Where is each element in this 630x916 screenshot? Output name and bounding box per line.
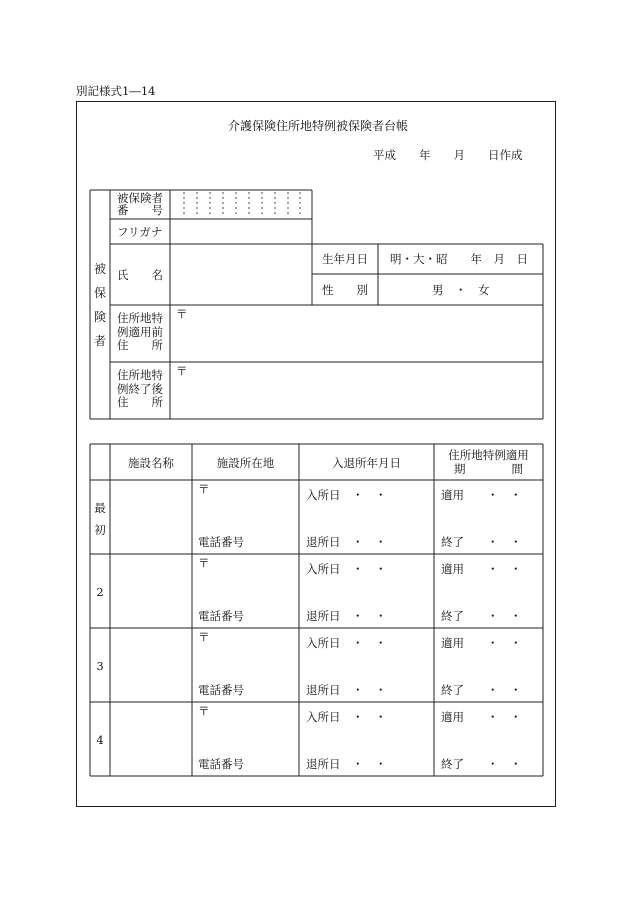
phone-label: 電話番号 bbox=[198, 757, 244, 771]
end-date[interactable]: 終了 ・ ・ bbox=[441, 683, 522, 697]
address-before-postal-mark: 〒 bbox=[176, 307, 188, 321]
leave-date[interactable]: 退所日 ・ ・ bbox=[306, 757, 387, 771]
postal-mark: 〒 bbox=[198, 630, 210, 644]
address-after-label bbox=[117, 369, 163, 410]
leave-date[interactable]: 退所日 ・ ・ bbox=[306, 535, 387, 549]
row-label: 4 bbox=[96, 733, 104, 747]
insured-number-label bbox=[117, 192, 163, 216]
end-date[interactable]: 終了 ・ ・ bbox=[441, 535, 522, 549]
postal-mark: 〒 bbox=[198, 482, 210, 496]
insured-side-char: 被 bbox=[93, 262, 106, 276]
address-after-label-line: 住所地特 bbox=[117, 368, 163, 382]
sex-field[interactable]: 男 ・ 女 bbox=[432, 283, 490, 297]
end-date[interactable]: 終了 ・ ・ bbox=[441, 757, 522, 771]
apply-date[interactable]: 適用 ・ ・ bbox=[441, 636, 522, 650]
insured-number-label-line1: 被保険者 bbox=[117, 191, 163, 205]
facility-name-cell[interactable] bbox=[111, 629, 191, 701]
address-after-field[interactable] bbox=[171, 363, 542, 418]
phone-label: 電話番号 bbox=[198, 609, 244, 623]
phone-label: 電話番号 bbox=[198, 683, 244, 697]
apply-date[interactable]: 適用 ・ ・ bbox=[441, 710, 522, 724]
header-facility-location: 施設所在地 bbox=[216, 456, 275, 470]
insured-side-char: 者 bbox=[93, 334, 106, 348]
form-code: 別記様式1―14 bbox=[76, 84, 156, 98]
birthdate-field[interactable]: 明・大・昭 年 月 日 bbox=[390, 252, 528, 266]
address-before-field[interactable] bbox=[171, 306, 542, 361]
furigana-label: フリガナ bbox=[117, 225, 163, 239]
address-after-postal-mark: 〒 bbox=[176, 364, 188, 378]
insured-number-label-line2: 番 号 bbox=[117, 203, 163, 217]
row-label: 2 bbox=[96, 585, 104, 599]
enter-date[interactable]: 入所日 ・ ・ bbox=[306, 488, 387, 502]
apply-date[interactable]: 適用 ・ ・ bbox=[441, 562, 522, 576]
enter-date[interactable]: 入所日 ・ ・ bbox=[306, 710, 387, 724]
address-after-label-line: 例終了後 bbox=[117, 381, 163, 396]
row-label-first bbox=[90, 497, 110, 541]
header-special-period-line2: 期 間 bbox=[454, 462, 523, 476]
row-label-first-char: 初 bbox=[94, 523, 106, 537]
row-label-first-char: 最 bbox=[94, 501, 106, 515]
leave-date[interactable]: 退所日 ・ ・ bbox=[306, 683, 387, 697]
insured-side-label bbox=[90, 257, 110, 353]
facility-name-cell[interactable] bbox=[111, 555, 191, 627]
address-before-label bbox=[117, 312, 163, 353]
insured-side-char: 険 bbox=[93, 310, 106, 324]
header-entry-exit-dates: 入退所年月日 bbox=[332, 456, 401, 470]
apply-date[interactable]: 適用 ・ ・ bbox=[441, 488, 522, 502]
header-special-period-line1: 住所地特例適用 bbox=[448, 448, 529, 462]
enter-date[interactable]: 入所日 ・ ・ bbox=[306, 562, 387, 576]
name-label: 氏 名 bbox=[117, 268, 163, 282]
enter-date[interactable]: 入所日 ・ ・ bbox=[306, 636, 387, 650]
address-after-label-line: 住 所 bbox=[117, 395, 163, 409]
facility-name-cell[interactable] bbox=[111, 703, 191, 775]
header-special-period bbox=[434, 448, 543, 476]
creation-date: 平成 年 月 日作成 bbox=[373, 148, 523, 162]
header-facility-name: 施設名称 bbox=[128, 456, 174, 470]
facility-name-cell[interactable] bbox=[111, 481, 191, 553]
leave-date[interactable]: 退所日 ・ ・ bbox=[306, 609, 387, 623]
postal-mark: 〒 bbox=[198, 556, 210, 570]
form-title: 介護保険住所地特例被保険者台帳 bbox=[228, 119, 409, 133]
insured-side-char: 保 bbox=[93, 286, 106, 300]
postal-mark: 〒 bbox=[198, 704, 210, 718]
row-label: 3 bbox=[96, 659, 104, 673]
address-before-label-line: 住 所 bbox=[117, 338, 163, 352]
name-field[interactable] bbox=[171, 245, 311, 304]
birthdate-label: 生年月日 bbox=[322, 252, 368, 266]
insured-number-field[interactable] bbox=[171, 191, 311, 218]
address-before-label-line: 例適用前 bbox=[117, 324, 163, 339]
sex-label: 性 別 bbox=[322, 283, 368, 297]
furigana-field[interactable] bbox=[171, 220, 311, 243]
phone-label: 電話番号 bbox=[198, 535, 244, 549]
end-date[interactable]: 終了 ・ ・ bbox=[441, 609, 522, 623]
address-before-label-line: 住所地特 bbox=[117, 311, 163, 325]
